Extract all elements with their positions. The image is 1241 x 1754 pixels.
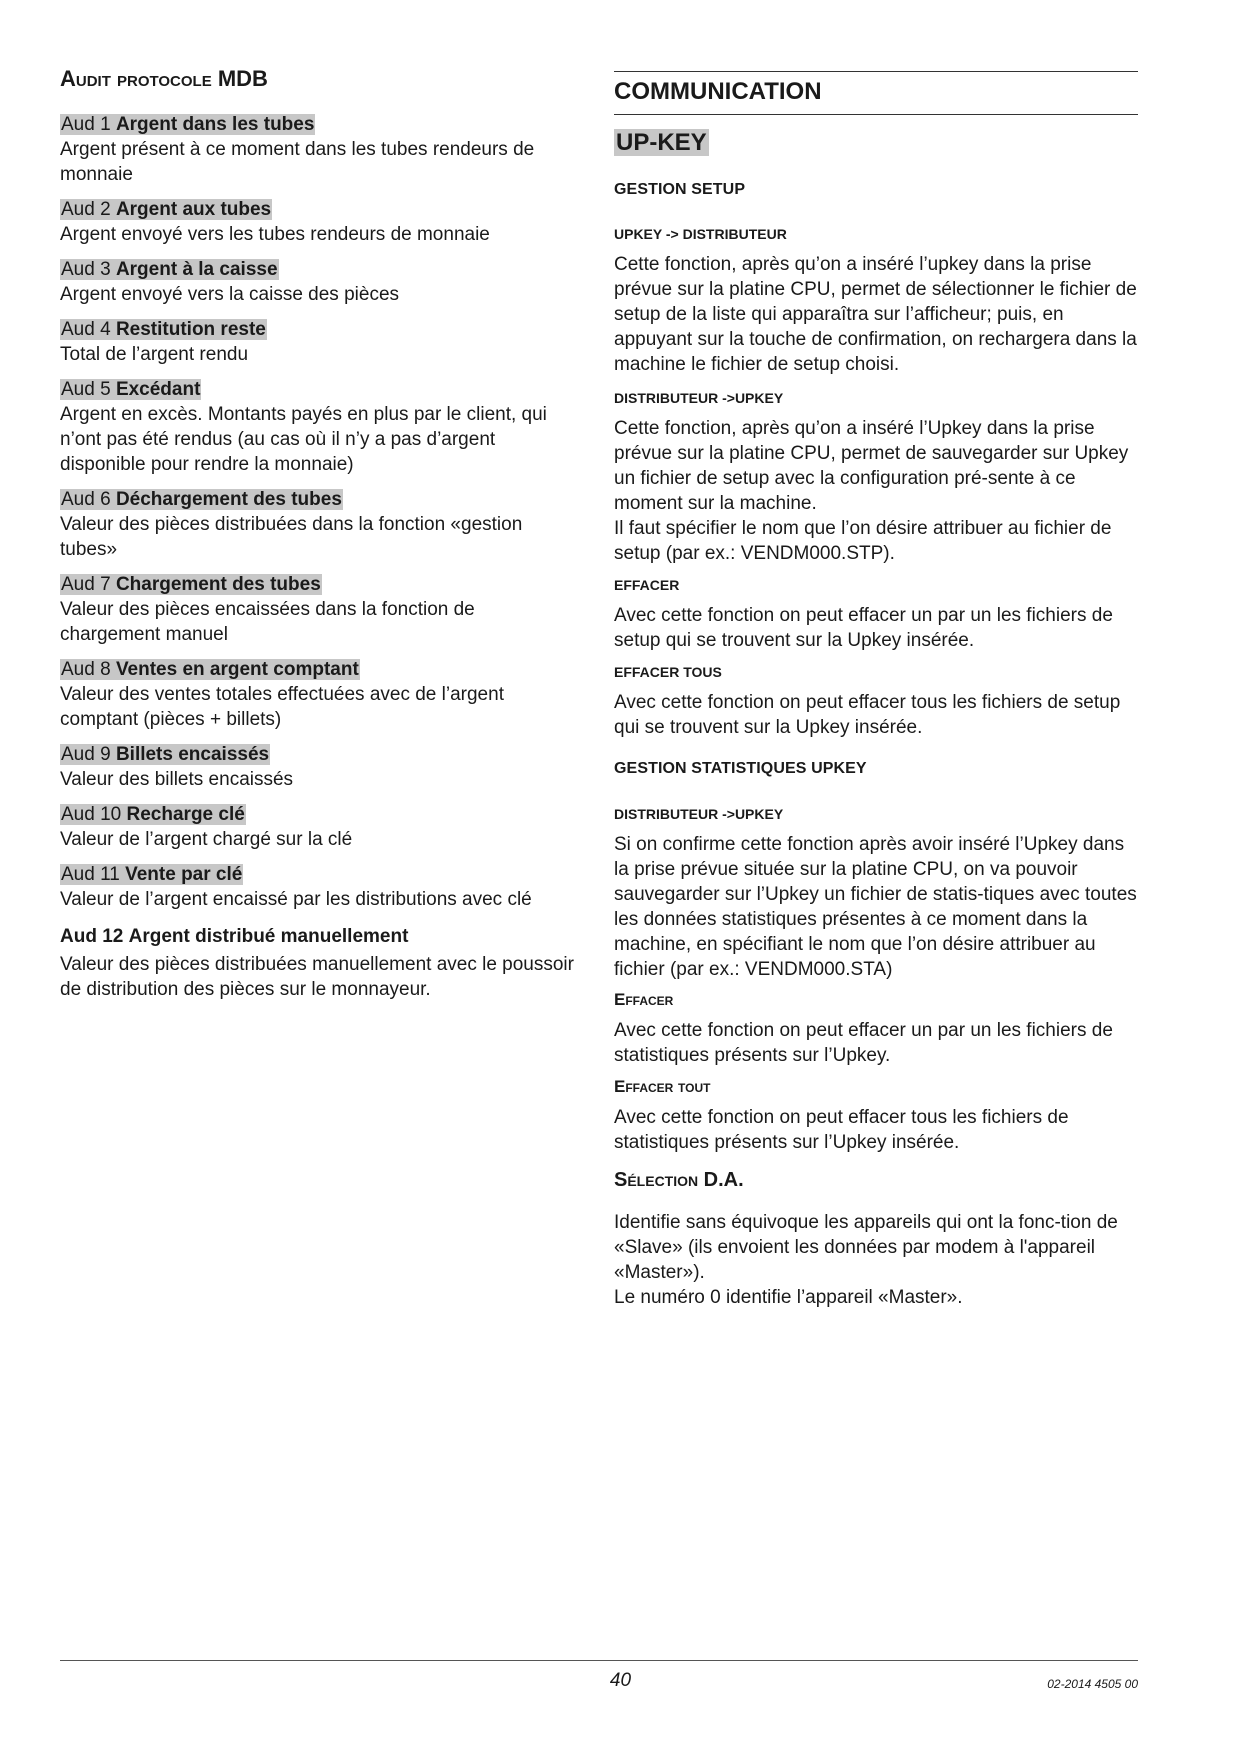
audit-number: Aud 12 — [60, 926, 124, 947]
audit-item — [60, 862, 580, 912]
audit-item — [60, 657, 580, 732]
audit-name: Excédant — [115, 379, 201, 400]
audit-number: Aud 1 — [61, 114, 111, 135]
audit-description: Valeur des ventes totales effectuées avec de l’argent comptant (pièces + billets) — [60, 684, 504, 730]
section-title-audit: Audit protocole MDB — [60, 66, 268, 91]
audit-item — [60, 377, 580, 477]
section-title-upkey — [614, 129, 709, 157]
heading-selection-da: Sélection D.A. — [614, 1169, 744, 1191]
heading-effacer-tous: EFFACER TOUS — [614, 664, 722, 680]
audit-number: Aud 9 — [61, 744, 111, 765]
audit-item — [60, 802, 580, 852]
audit-number: Aud 10 — [61, 804, 122, 825]
audit-number: Aud 6 — [61, 489, 111, 510]
audit-item — [60, 922, 580, 1002]
audit-name: Argent distribué manuellement — [128, 926, 409, 947]
audit-number: Aud 8 — [61, 659, 111, 680]
heading-gestion-statistiques: GESTION STATISTIQUES UPKEY — [614, 760, 867, 777]
heading-effacer: EFFACER — [614, 577, 680, 593]
audit-name: Recharge clé — [126, 804, 245, 825]
section-title-communication: COMMUNICATION — [614, 78, 822, 105]
audit-name: Argent aux tubes — [115, 199, 272, 220]
audit-number: Aud 5 — [61, 379, 111, 400]
upkey-highlight: UP-KEY — [616, 129, 707, 156]
audit-description: Valeur des pièces distribuées dans la fonction «gestion tubes» — [60, 514, 523, 560]
paragraph-effacer-tout: Avec cette fonction on peut effacer tous les fichiers de statistiques présents sur l’Upkey insérée. — [614, 1107, 1069, 1153]
heading-distributeur-upkey: DISTRIBUTEUR ->UPKEY — [614, 390, 784, 406]
heading-distributeur-upkey-stats: DISTRIBUTEUR ->UPKEY — [614, 806, 784, 822]
divider — [614, 114, 1138, 115]
audit-name: Ventes en argent comptant — [115, 659, 359, 680]
audit-description: Valeur des pièces distribuées manuellement avec le poussoir de distribution des pièces sur le monnayeur. — [60, 954, 574, 1000]
audit-item — [60, 317, 580, 367]
audit-item — [60, 257, 580, 307]
audit-number: Aud 4 — [61, 319, 111, 340]
divider — [614, 71, 1138, 72]
audit-description: Argent envoyé vers les tubes rendeurs de monnaie — [60, 224, 490, 245]
audit-name: Déchargement des tubes — [115, 489, 342, 510]
audit-description: Valeur de l’argent chargé sur la clé — [60, 829, 353, 850]
audit-name: Restitution reste — [115, 319, 266, 340]
audit-number: Aud 7 — [61, 574, 111, 595]
audit-list — [60, 112, 580, 1012]
audit-description: Valeur des billets encaissés — [60, 769, 294, 790]
heading-effacer-stats: Effacer — [614, 990, 674, 1009]
paragraph-effacer: Avec cette fonction on peut effacer un par un les fichiers de setup qui se trouvent sur la Upkey insérée. — [614, 605, 1113, 651]
audit-description: Argent en excès. Montants payés en plus par le client, qui n’ont pas été rendus (au cas où il n’y a pas d’argent disponible pour rendre la monnaie) — [60, 404, 547, 475]
paragraph-distributeur-upkey-stats: Si on confirme cette fonction après avoir inséré l’Upkey dans la prise prévue située sur la platine CPU, on va pouvoir sauvegarder sur l’Upkey un fichier de statis-tiques avec toutes les données statistiques présentes à ce moment dans la machine, en spécifiant le nom que l’on désire attribuer au fichier (par ex.: VENDM000.STA) — [614, 834, 1137, 980]
audit-name: Vente par clé — [125, 864, 243, 885]
audit-item — [60, 197, 580, 247]
paragraph-upkey-distributeur: Cette fonction, après qu’on a inséré l’upkey dans la prise prévue sur la platine CPU, permet de sélectionner le fichier de setup de la liste qui apparaîtra sur l’afficheur; puis, en appuyant sur la touche de confirmation, on rechargera dans la machine le fichier de setup choisi. — [614, 254, 1137, 375]
heading-gestion-setup: GESTION SETUP — [614, 181, 746, 198]
audit-item — [60, 742, 580, 792]
heading-effacer-tout: Effacer tout — [614, 1077, 711, 1096]
audit-item — [60, 487, 580, 562]
paragraph-selection-da: Identifie sans équivoque les appareils qui ont la fonc-tion de «Slave» (ils envoient les données par modem à l'appareil «Master»). Le numéro 0 identifie l’appareil «Master». — [614, 1212, 1118, 1308]
page-number: 40 — [609, 1670, 632, 1691]
paragraph-effacer-tous: Avec cette fonction on peut effacer tous les fichiers de setup qui se trouvent sur la Upkey insérée. — [614, 692, 1121, 738]
audit-name: Chargement des tubes — [115, 574, 321, 595]
audit-name: Argent à la caisse — [115, 259, 278, 280]
audit-description: Argent envoyé vers la caisse des pièces — [60, 284, 400, 305]
audit-item — [60, 572, 580, 647]
audit-description: Valeur de l’argent encaissé par les distributions avec clé — [60, 889, 532, 910]
audit-number: Aud 2 — [61, 199, 111, 220]
audit-name: Argent dans les tubes — [115, 114, 315, 135]
audit-name: Billets encaissés — [115, 744, 270, 765]
audit-number: Aud 3 — [61, 259, 111, 280]
document-code: 02-2014 4505 00 — [1047, 1677, 1138, 1691]
paragraph-effacer-stats: Avec cette fonction on peut effacer un par un les fichiers de statistiques présents sur l’Upkey. — [614, 1020, 1113, 1066]
audit-item — [60, 112, 580, 187]
footer-divider — [60, 1660, 1138, 1661]
audit-description: Valeur des pièces encaissées dans la fonction de chargement manuel — [60, 599, 475, 645]
audit-description: Argent présent à ce moment dans les tubes rendeurs de monnaie — [60, 139, 535, 185]
audit-number: Aud 11 — [61, 864, 120, 885]
paragraph-distributeur-upkey: Cette fonction, après qu’on a inséré l’Upkey dans la prise prévue sur la platine CPU, permet de sauvegarder sur Upkey un fichier de setup avec la configuration pré-sente à ce moment sur la machine. Il faut spécifier le nom que l’on désire attribuer au fichier de setup (par ex.: VENDM000.STP). — [614, 418, 1129, 564]
audit-description: Total de l’argent rendu — [60, 344, 249, 365]
heading-upkey-distributeur: UPKEY -> DISTRIBUTEUR — [614, 226, 787, 242]
